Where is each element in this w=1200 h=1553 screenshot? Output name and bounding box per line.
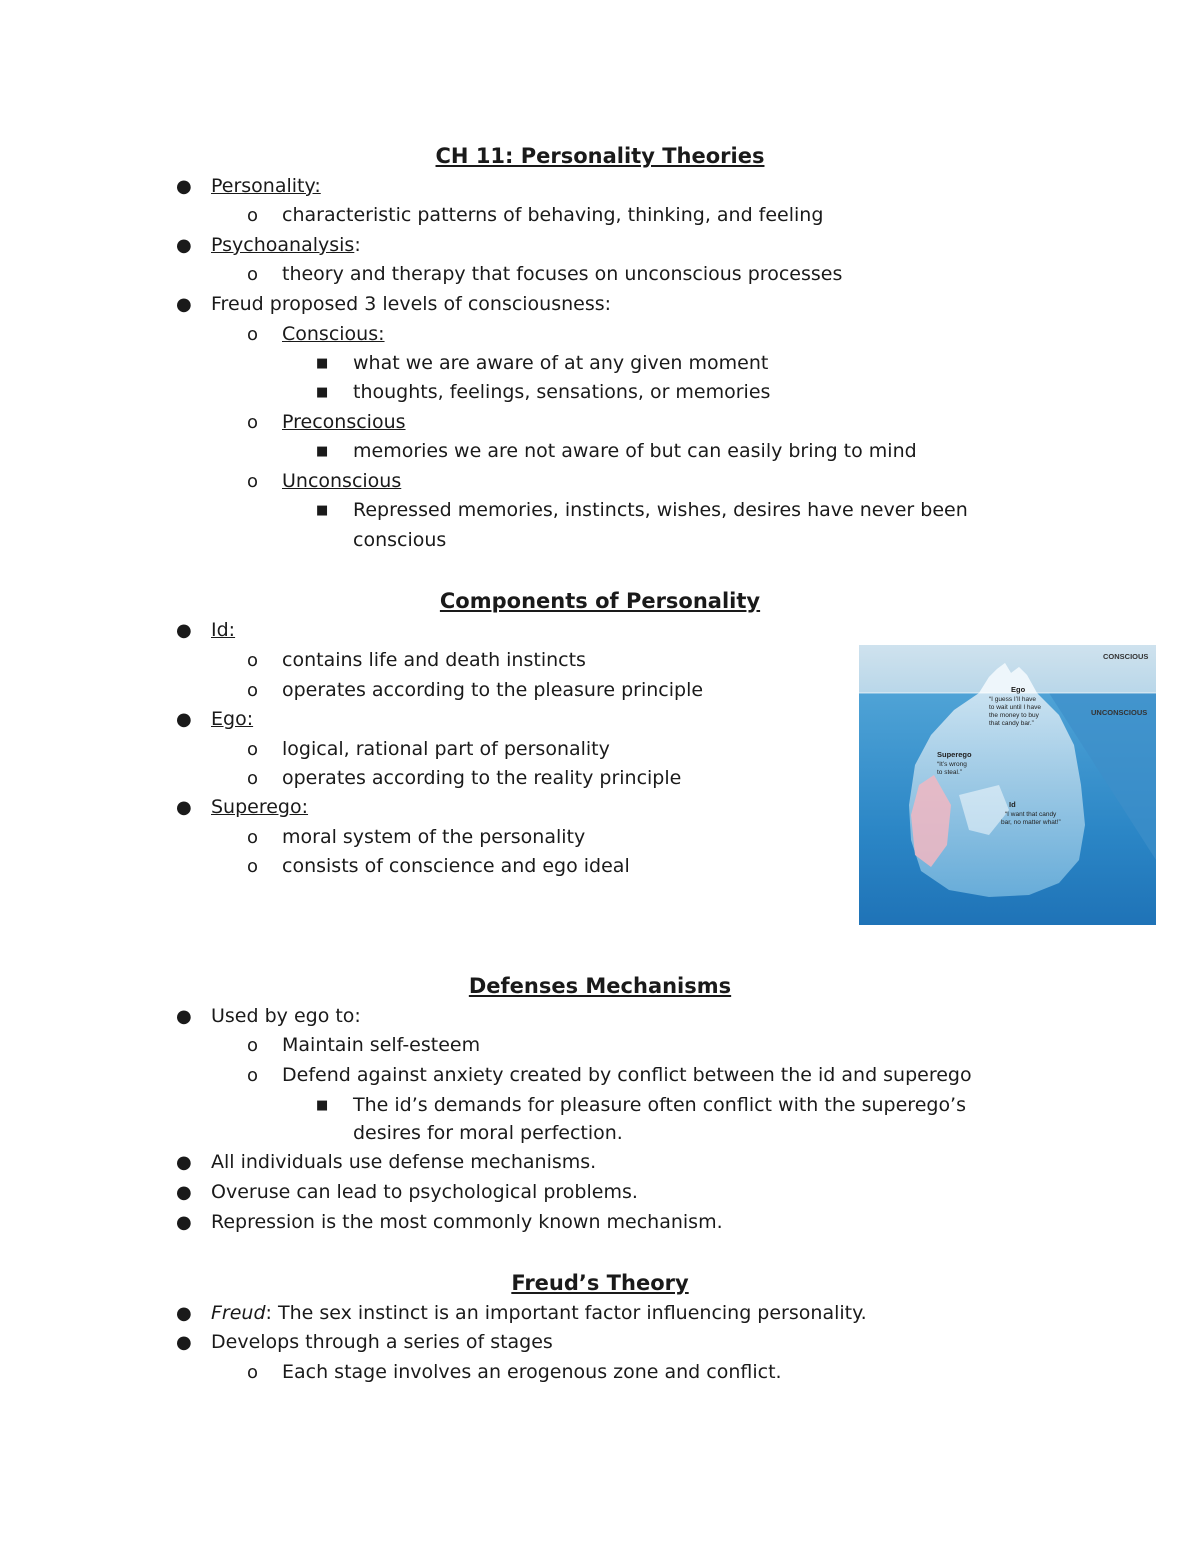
unconscious-point-1b: conscious bbox=[353, 529, 447, 551]
use-point-2: Defend against anxiety created by conflict between the id and superego bbox=[282, 1064, 972, 1086]
ego-quote-3: the money to buy bbox=[989, 712, 1039, 719]
section-title-components: Components of Personality bbox=[439, 589, 761, 613]
term-psychoanalysis bbox=[211, 231, 361, 261]
hollow-bullet-icon: o bbox=[247, 205, 259, 226]
psychoanalysis-colon: : bbox=[354, 234, 361, 256]
stage-point: Each stage involves an erogenous zone and conflict. bbox=[282, 1361, 782, 1383]
section-title-defense-mechanisms: Defenses Mechanisms bbox=[468, 974, 732, 998]
freud-statement: : The sex instinct is an important factor influencing personality. bbox=[265, 1302, 867, 1324]
superego-point-2: consists of conscience and ego ideal bbox=[282, 855, 630, 877]
bullet-icon: ● bbox=[176, 620, 192, 641]
repression-common: Repression is the most commonly known mechanism. bbox=[211, 1211, 723, 1233]
hollow-bullet-icon: o bbox=[247, 739, 259, 760]
ego-quote-4: that candy bar.” bbox=[989, 720, 1034, 727]
superego-point-1: moral system of the personality bbox=[282, 826, 586, 848]
label-unconscious: UNCONSCIOUS bbox=[1091, 708, 1148, 717]
term-superego: Superego: bbox=[211, 796, 309, 818]
hollow-bullet-icon: o bbox=[247, 827, 259, 848]
hollow-bullet-icon: o bbox=[247, 768, 259, 789]
bullet-icon: ● bbox=[176, 176, 192, 197]
hollow-bullet-icon: o bbox=[247, 264, 259, 285]
use-2-sub-a: The id’s demands for pleasure often conflict with the superego’s bbox=[353, 1094, 967, 1116]
term-unconscious: Unconscious bbox=[282, 470, 402, 492]
section-title-freuds-theory: Freud’s Theory bbox=[511, 1271, 689, 1295]
develops-through-stages: Develops through a series of stages bbox=[211, 1331, 553, 1353]
id-quote-2: bar, no matter what!” bbox=[1001, 819, 1061, 826]
bullet-icon: ● bbox=[176, 294, 192, 315]
term-ego: Ego: bbox=[211, 708, 254, 730]
bullet-icon: ● bbox=[176, 1152, 192, 1173]
square-bullet-icon: ■ bbox=[316, 385, 329, 400]
overuse-problems: Overuse can lead to psychological problems. bbox=[211, 1181, 638, 1203]
unconscious-point-1a: Repressed memories, instincts, wishes, desires have never been bbox=[353, 499, 968, 521]
hollow-bullet-icon: o bbox=[247, 324, 259, 345]
hollow-bullet-icon: o bbox=[247, 471, 259, 492]
id-quote-1: “I want that candy bbox=[1005, 811, 1057, 818]
ego-point-1: logical, rational part of personality bbox=[282, 738, 610, 760]
freud-levels: Freud proposed 3 levels of consciousness: bbox=[211, 293, 612, 315]
use-2-sub-b: desires for moral perfection. bbox=[353, 1122, 623, 1144]
id-point-1: contains life and death instincts bbox=[282, 649, 586, 671]
section-title-personality-theories: CH 11: Personality Theories bbox=[435, 144, 765, 168]
hollow-bullet-icon: o bbox=[247, 1362, 259, 1383]
superego-quote-1: “It’s wrong bbox=[937, 761, 967, 768]
bullet-icon: ● bbox=[176, 1006, 192, 1027]
square-bullet-icon: ■ bbox=[316, 1098, 329, 1113]
freud-label: Freud bbox=[211, 1302, 266, 1324]
bullet-icon: ● bbox=[176, 1303, 192, 1324]
personality-definition: characteristic patterns of behaving, thinking, and feeling bbox=[282, 204, 824, 226]
bullet-icon: ● bbox=[176, 709, 192, 730]
square-bullet-icon: ■ bbox=[316, 503, 329, 518]
hollow-bullet-icon: o bbox=[247, 1065, 259, 1086]
ego-quote-1: “I guess I’ll have bbox=[989, 696, 1036, 703]
hollow-bullet-icon: o bbox=[247, 412, 259, 433]
bullet-icon: ● bbox=[176, 797, 192, 818]
hollow-bullet-icon: o bbox=[247, 1035, 259, 1056]
hollow-bullet-icon: o bbox=[247, 650, 259, 671]
bullet-icon: ● bbox=[176, 1212, 192, 1233]
bullet-icon: ● bbox=[176, 1332, 192, 1353]
used-by-ego: Used by ego to: bbox=[211, 1005, 361, 1027]
superego-quote-2: to steal.” bbox=[937, 769, 962, 776]
hollow-bullet-icon: o bbox=[247, 680, 259, 701]
term-personality: Personality: bbox=[211, 175, 321, 197]
bullet-icon: ● bbox=[176, 1182, 192, 1203]
psychoanalysis-label: Psychoanalysis bbox=[211, 234, 355, 256]
term-conscious: Conscious: bbox=[282, 323, 385, 345]
all-use-defenses: All individuals use defense mechanisms. bbox=[211, 1151, 597, 1173]
label-conscious: CONSCIOUS bbox=[1103, 652, 1149, 661]
ego-quote-2: to wait until I have bbox=[989, 704, 1042, 711]
square-bullet-icon: ■ bbox=[316, 356, 329, 371]
use-point-1: Maintain self-esteem bbox=[282, 1034, 481, 1056]
term-preconscious: Preconscious bbox=[282, 411, 406, 433]
freud-sex-instinct bbox=[211, 1299, 867, 1329]
label-id: Id bbox=[1009, 800, 1016, 809]
iceberg-illustration bbox=[859, 645, 1156, 925]
conscious-point-2: thoughts, feelings, sensations, or memories bbox=[353, 381, 771, 403]
conscious-point-1: what we are aware of at any given moment bbox=[353, 352, 769, 374]
ego-point-2: operates according to the reality principle bbox=[282, 767, 682, 789]
preconscious-point-1: memories we are not aware of but can easily bring to mind bbox=[353, 440, 917, 462]
square-bullet-icon: ■ bbox=[316, 444, 329, 459]
label-superego: Superego bbox=[937, 750, 972, 759]
id-point-2: operates according to the pleasure principle bbox=[282, 679, 704, 701]
psychoanalysis-definition: theory and therapy that focuses on unconscious processes bbox=[282, 263, 843, 285]
label-ego: Ego bbox=[1011, 685, 1026, 694]
hollow-bullet-icon: o bbox=[247, 856, 259, 877]
bullet-icon: ● bbox=[176, 235, 192, 256]
term-id: Id: bbox=[211, 619, 236, 641]
